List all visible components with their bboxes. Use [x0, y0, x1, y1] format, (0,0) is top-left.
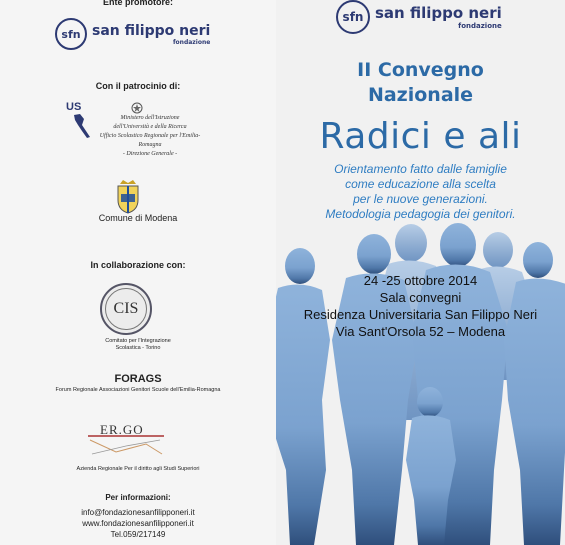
info-website[interactable]: www.fondazionesanfilipponeri.it [82, 519, 194, 528]
republic-emblem-icon [131, 102, 143, 114]
sfn-logo-left [55, 18, 210, 50]
event-address: Via Sant'Orsola 52 – Modena [335, 324, 506, 339]
event-venue: Residenza Universitaria San Filippo Neri [303, 307, 538, 322]
title-line-1: II Convegno [357, 59, 484, 81]
info-heading: Per informazioni: [105, 493, 171, 502]
sfn-logo-sub-right: fondazione [458, 22, 502, 30]
comune-label: Comune di Modena [98, 213, 178, 223]
ergo-desc: Azienda Regionale Per il diritto agli Studi Superiori [76, 466, 200, 472]
tagline-line-1: Orientamento fatto dalle famiglie [334, 162, 507, 176]
ergo-logo-mark: ER.GO [100, 422, 144, 437]
sfn-logo-sub: fondazione [172, 38, 211, 46]
modena-coat-of-arms-icon [115, 180, 141, 214]
sfn-logo-mark-right: sfn [336, 0, 370, 34]
event-details [276, 272, 565, 340]
sfn-logo-right [336, 0, 502, 34]
title-line-2: Nazionale [367, 84, 474, 106]
cis-logo [100, 283, 152, 335]
info-block [0, 507, 276, 540]
ergo-logo-graphic [86, 432, 166, 458]
event-room: Sala convegni [379, 290, 462, 305]
info-phone: Tel.059/217149 [110, 530, 166, 539]
left-panel [0, 0, 276, 545]
tagline [276, 162, 565, 222]
usr-line-1: Ministero dell'Istruzione [120, 115, 180, 121]
forags-desc: Forum Regionale Associazioni Genitori Scuole dell'Emilia-Romagna [55, 387, 221, 393]
collab-heading: In collaborazione con: [90, 260, 186, 270]
usr-line-4: - Direzione Generale - [122, 151, 178, 157]
cis-line-1: Comitato per l'Integrazione [105, 338, 171, 344]
promoter-heading: Ente promotore: [102, 0, 173, 7]
cis-text [0, 338, 276, 352]
usr-text [90, 114, 210, 159]
cis-line-2: Scolastica - Torino [115, 345, 161, 351]
sfn-logo-mark: sfn [55, 18, 87, 50]
info-email[interactable]: info@fondazionesanfilipponeri.it [81, 508, 195, 517]
tagline-line-4: Metodologia pedagogia dei genitori. [325, 207, 516, 221]
cis-logo-mark: CIS [105, 288, 147, 330]
usr-line-2: dell'Università e della Ricerca [113, 124, 187, 130]
usr-logo-mark: US [66, 101, 82, 113]
main-title: Radici e ali [319, 116, 522, 157]
usr-line-3: Ufficio Scolastico Regionale per l'Emilia-Romagna [99, 133, 201, 148]
tagline-line-3: per le nuove generazioni. [353, 192, 488, 206]
patronage-heading: Con il patrocinio di: [95, 81, 181, 91]
conference-title [276, 58, 565, 108]
forags-name: FORAGS [114, 373, 162, 385]
tagline-line-2: come educazione alla scelta [345, 177, 496, 191]
event-date: 24 -25 ottobre 2014 [363, 273, 478, 288]
sfn-logo-name: san filippo neri [92, 22, 211, 39]
sfn-logo-name-right: san filippo neri [375, 4, 502, 22]
